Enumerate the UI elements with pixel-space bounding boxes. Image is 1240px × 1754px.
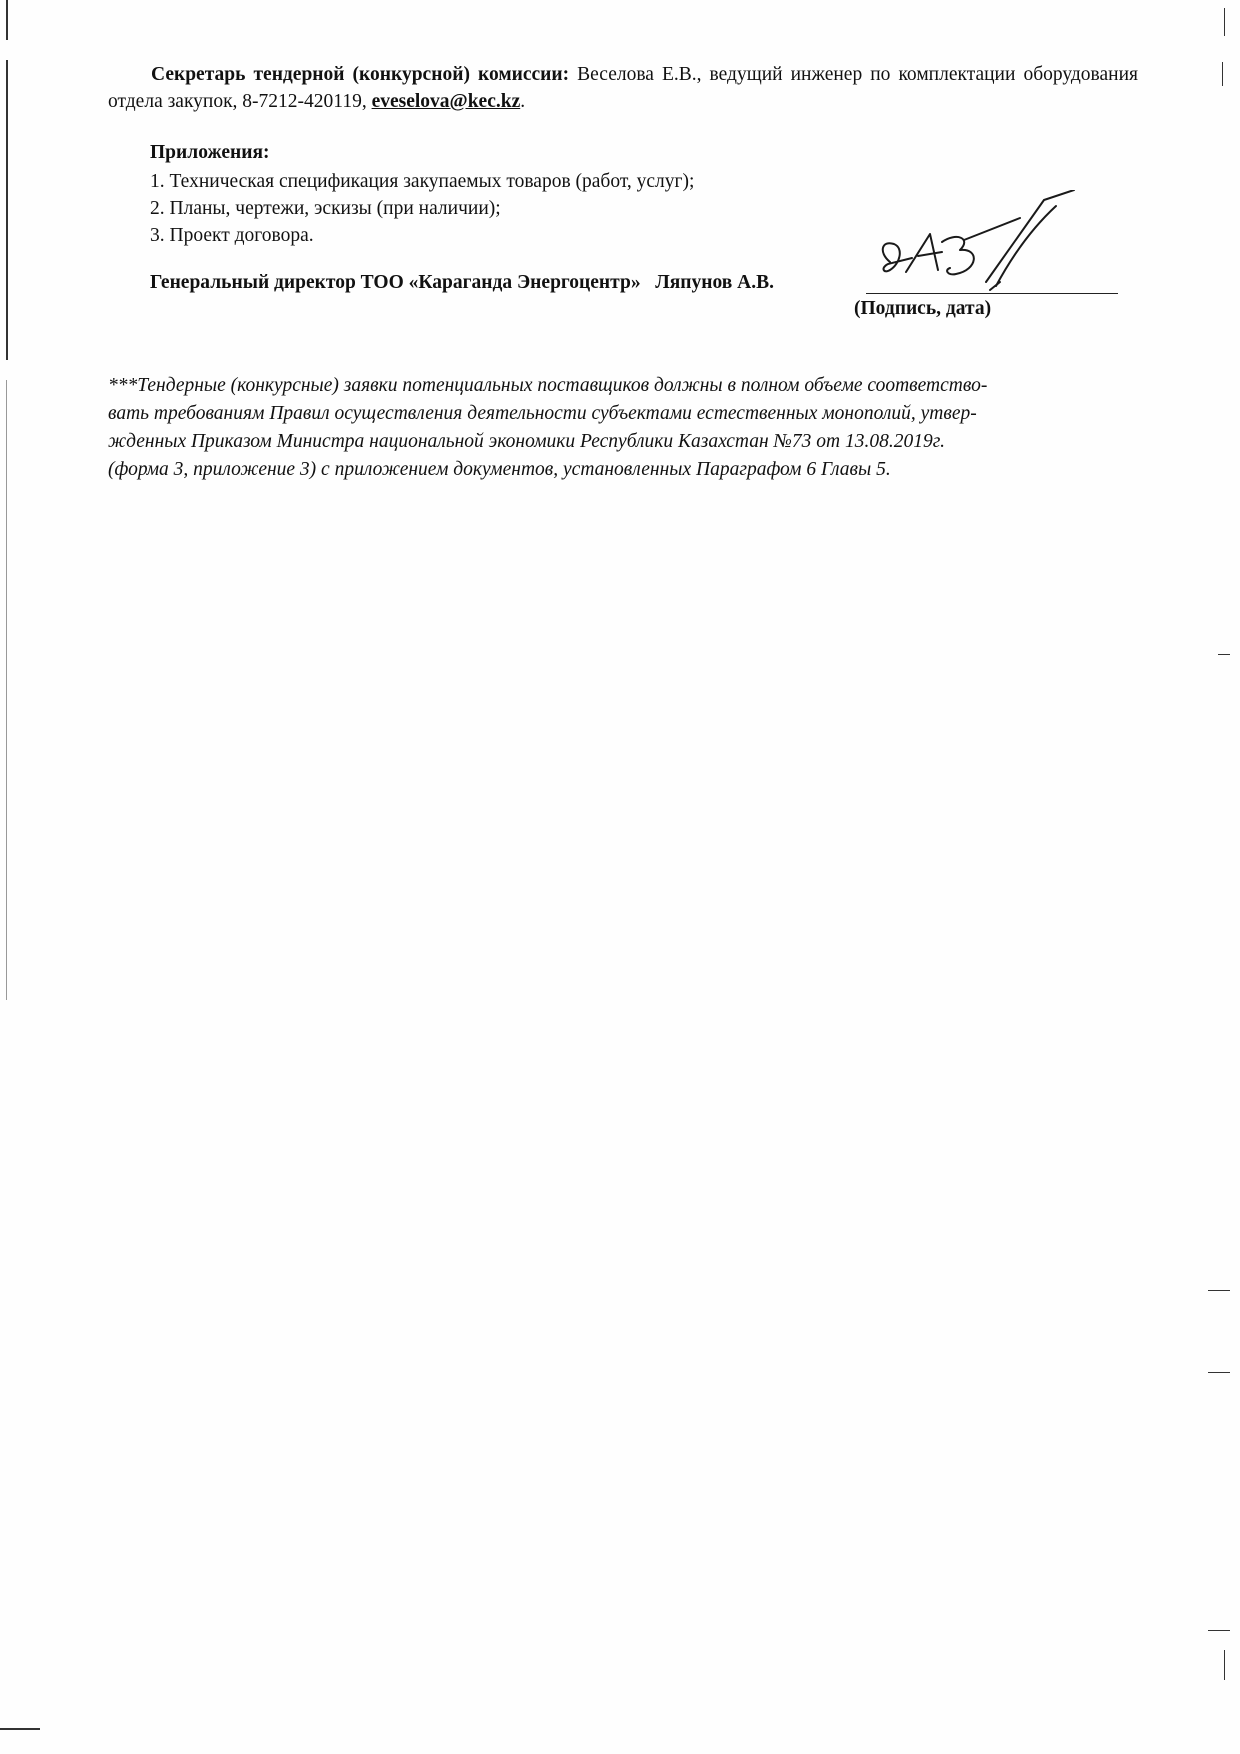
secretary-text: Веселова Е.В., ведущий инженер по комплектации оборудования отдела закупок, 8-7212-420119, [108,64,1138,112]
scan-edge-mark [1218,654,1230,655]
scan-edge-mark [6,60,8,360]
footnote-line: вать требованиям Правил осуществления деятельности субъектами естественных монополий, утвер- [108,403,977,424]
scan-edge-mark [1222,62,1223,86]
scan-edge-mark [6,0,8,40]
scan-edge-mark [0,1728,40,1730]
secretary-end: . [520,91,526,112]
footnote-line: (форма 3, приложение 3) с приложением документов, установленных Параграфом 6 Главы 5. [108,459,891,480]
scan-edge-mark [6,380,7,1000]
secretary-label: Секретарь тендерной (конкурсной) комиссии: [151,64,570,85]
secretary-paragraph [108,61,1138,115]
attachment-item: 3. Проект договора. [150,225,314,246]
scan-edge-mark [1208,1630,1230,1631]
footnote-line: жденных Приказом Министра национальной экономики Республики Казахстан №73 от 13.08.2019г. [108,431,945,452]
scan-edge-mark [1224,1650,1225,1680]
attachments-list [150,168,694,249]
signature-caption: (Подпись, дата) [854,298,992,319]
handwritten-signature [860,190,1130,310]
scan-edge-mark [1224,8,1225,36]
secretary-email-link[interactable]: eveselova@kec.kz [371,91,521,112]
attachments-title: Приложения: [150,142,270,163]
attachment-item: 1. Техническая спецификация закупаемых товаров (работ, услуг); [150,171,695,192]
director-row [150,272,774,294]
footnote [108,372,1138,484]
director-name: Ляпунов А.В. [655,272,775,293]
scan-edge-mark [1208,1372,1230,1373]
attachment-item: 2. Планы, чертежи, эскизы (при наличии); [150,198,501,219]
director-title: Генеральный директор ТОО «Караганда Энергоцентр» [150,272,641,293]
scan-edge-mark [1208,1290,1230,1291]
footnote-line: ***Тендерные (конкурсные) заявки потенциальных поставщиков должны в полном объеме соответство- [108,375,988,396]
